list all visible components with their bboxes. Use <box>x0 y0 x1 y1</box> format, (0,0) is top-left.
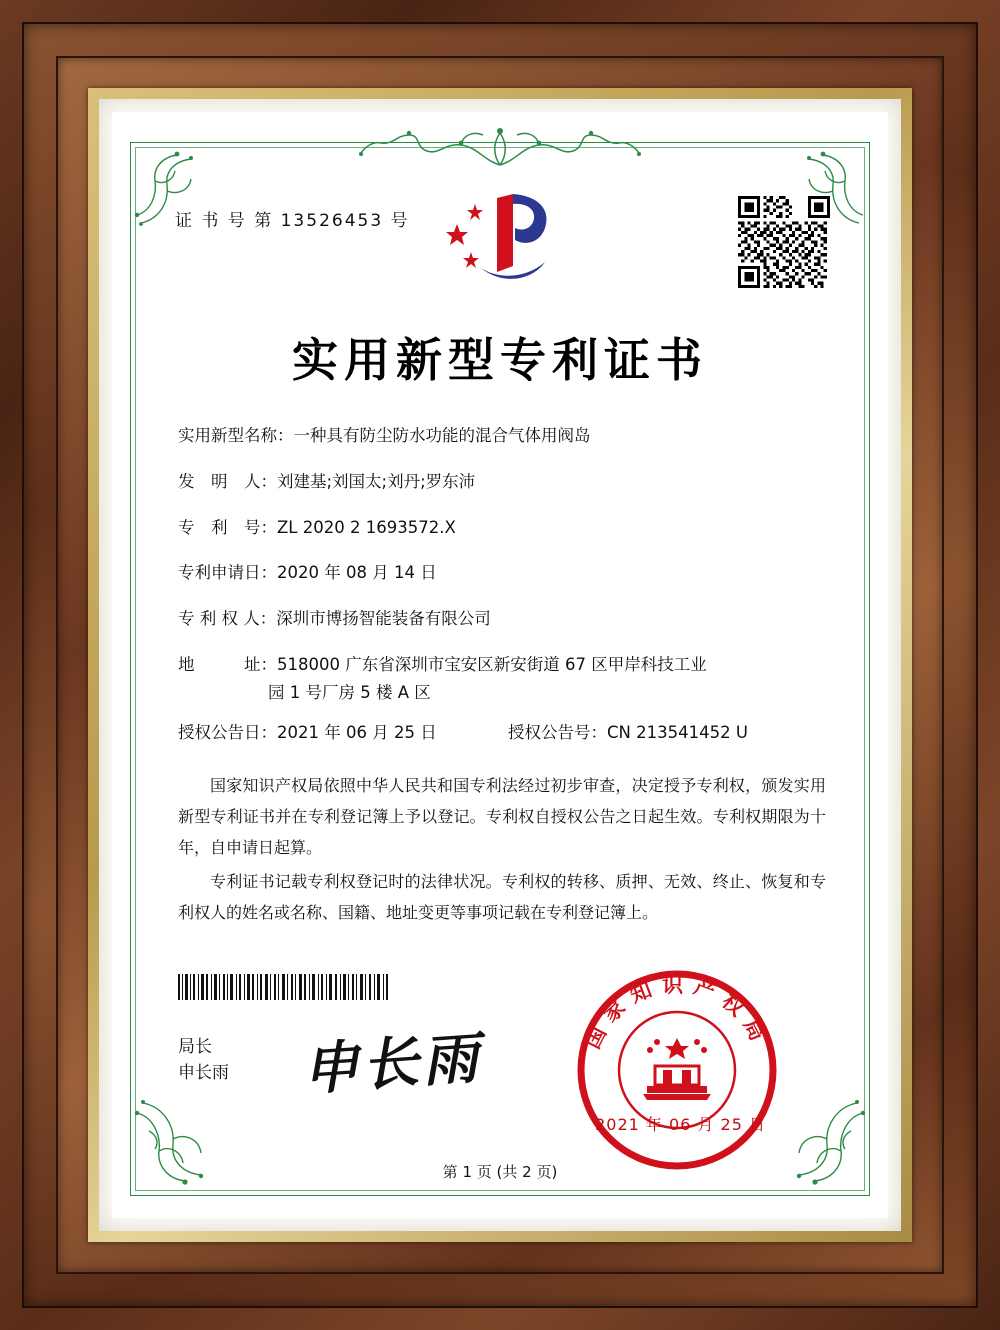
page-indicator: 第 1 页 (共 2 页) <box>442 1163 558 1181</box>
certificate-paper <box>112 112 888 1218</box>
field-inventors <box>178 470 828 495</box>
certificate-number: 证 书 号 第 13526453 号 <box>175 211 410 231</box>
seal-date: 2021 年 06 月 25 日 <box>595 1115 766 1134</box>
certificate-content <box>112 112 888 1218</box>
page-title: 实用新型专利证书 <box>292 333 708 387</box>
field-label: 专 利 权 人： <box>178 609 277 628</box>
certificate-fields <box>178 424 828 749</box>
field-label: 发 明 人： <box>178 471 277 491</box>
address-line-2: 园 1 号厂房 5 楼 A 区 <box>268 682 431 702</box>
publication-number <box>508 719 748 743</box>
publication-number-value: CN 213541452 U <box>607 723 748 743</box>
handwritten-signature: 申长雨 <box>300 1027 485 1103</box>
field-label: 地 址： <box>178 654 277 674</box>
field-value: ZL 2020 2 1693572.X <box>277 517 456 537</box>
field-application-date <box>178 561 828 586</box>
legal-text <box>178 770 826 930</box>
field-utility-model-name <box>178 424 828 449</box>
publication-number-label: 授权公告号： <box>508 723 607 743</box>
field-patentee <box>178 607 828 632</box>
publication-date-label: 授权公告日： <box>178 723 277 743</box>
director-title: 局长 <box>178 1037 212 1057</box>
address-line-1: 518000 广东省深圳市宝安区新安街道 67 区甲岸科技工业 <box>277 654 707 674</box>
svg-text:国家知识产权局: 国家知识产权局 <box>580 973 774 1053</box>
field-publication <box>178 719 828 743</box>
field-label: 专利申请日： <box>178 563 277 583</box>
field-address <box>178 653 828 706</box>
field-value: 刘建基;刘国太;刘丹;罗东沛 <box>277 471 476 491</box>
field-label: 实用新型名称： <box>178 426 294 445</box>
field-label: 专 利 号： <box>178 517 277 537</box>
cnipa-logo-icon <box>441 188 559 289</box>
legal-paragraph-2: 专利证书记载专利权登记时的法律状况。专利权的转移、质押、无效、终止、恢复和专利权人的姓名或名称、国籍、地址变更等事项记载在专利登记簿上。 <box>178 871 826 922</box>
director-name: 申长雨 <box>178 1063 229 1084</box>
barcode <box>178 974 390 1000</box>
publication-date-value: 2021 年 06 月 25 日 <box>277 723 437 743</box>
official-seal <box>571 964 783 1176</box>
signature-block <box>178 1034 229 1087</box>
field-patent-number <box>178 516 828 541</box>
qr-code <box>738 196 830 288</box>
field-value: 2020 年 08 月 14 日 <box>277 563 437 583</box>
legal-paragraph-1: 国家知识产权局依照中华人民共和国专利法经过初步审查，决定授予专利权，颁发实用新型专利证书并在专利登记簿上予以登记。专利权自授权公告之日起生效。专利权期限为十年，自申请日起算。 <box>178 776 826 858</box>
field-value: 一种具有防尘防水功能的混合气体用阀岛 <box>293 426 591 445</box>
publication-date <box>178 719 508 743</box>
field-value: 深圳市博扬智能装备有限公司 <box>276 609 491 628</box>
